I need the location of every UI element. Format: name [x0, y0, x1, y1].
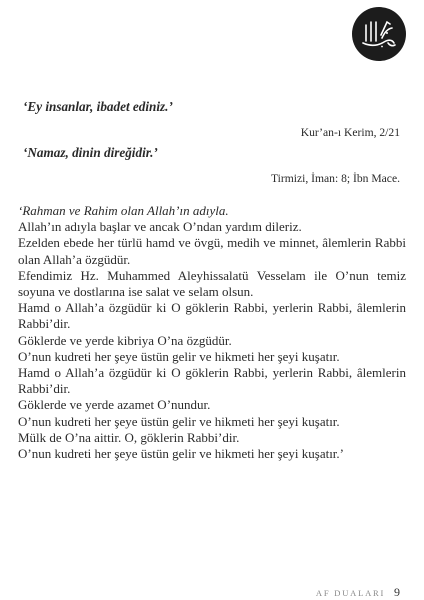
body-paragraph: O’nun kudreti her şeye üstün gelir ve hikmeti her şeyi kuşatır.’ [18, 446, 345, 462]
body-paragraph: Allah’ın adıyla başlar ve ancak O’ndan yardım dileriz. [18, 219, 302, 235]
page-footer [316, 586, 400, 599]
body-paragraph: Ezelden ebede her türlü hamd ve övgü, medih ve minnet, âlemlerin Rabbi olan Allah’a özgüdür. [18, 235, 406, 267]
body-paragraph: Efendimiz Hz. Muhammed Aleyhissalatü Vesselam ile O’nun temiz soyuna ve dostlarına ise salat ve selam olsun. [18, 267, 406, 300]
running-title: AF DUALARI [315, 588, 386, 598]
body-intro: ‘Rahman ve Rahim olan Allah’ın adıyla. [18, 203, 229, 218]
epigraph-source: Kur’an-ı Kerim, 2/21 [300, 126, 400, 139]
body-paragraph: Göklerde ve yerde azamet O’nundur. [18, 397, 211, 413]
body-paragraph: Hamd o Allah’a özgüdür ki O göklerin Rabbi, yerlerin Rabbi, âlemlerin Rabbi’dir. [18, 365, 406, 397]
body-paragraph: Hamd o Allah’a özgüdür ki O göklerin Rabbi, yerlerin Rabbi, âlemlerin Rabbi’dir. [18, 300, 406, 332]
body-paragraph: Mülk de O’na aittir. O, göklerin Rabbi’dir. [18, 429, 240, 445]
allah-calligraphy-emblem [352, 7, 406, 61]
page-number: 9 [394, 585, 400, 599]
body-paragraph: O’nun kudreti her şeye üstün gelir ve hikmeti her şeyi kuşatır. [18, 413, 340, 429]
epigraph-quote: ‘Ey insanlar, ibadet ediniz.’ [23, 99, 173, 114]
body-paragraph: O’nun kudreti her şeye üstün gelir ve hikmeti her şeyi kuşatır. [18, 348, 340, 364]
epigraph-source: Tirmizi, İman: 8; İbn Mace. [270, 172, 400, 185]
body-text [18, 203, 406, 462]
epigraph-quote: ‘Namaz, dinin direğidir.’ [23, 145, 158, 160]
allah-calligraphy-icon [352, 7, 406, 61]
body-paragraph: Göklerde ve yerde kibriya O’na özgüdür. [18, 332, 232, 348]
